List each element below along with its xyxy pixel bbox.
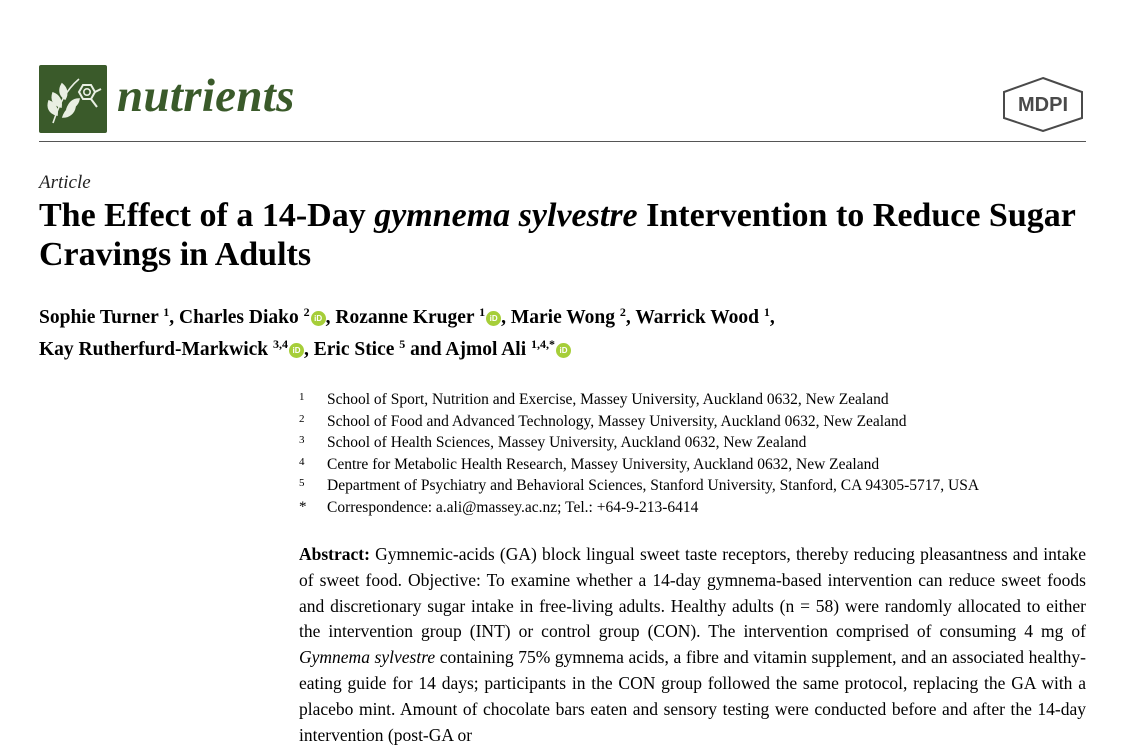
author-separator: ,: [769, 307, 775, 328]
affiliation-text: Correspondence: a.ali@massey.ac.nz; Tel.: +64-9-213-6414: [327, 498, 699, 516]
article-type: Article: [39, 172, 91, 193]
affiliation-item: [299, 454, 1079, 476]
article-title: [39, 196, 1089, 274]
abstract-text-1: Gymnemic-acids (GA) block lingual sweet taste receptors, thereby reducing pleasantness and intake of sweet food. Objective: To examine whether a 14-day gymnema-based intervention can reduce sweet foods and discretionary sugar intake in free-living adults. Healthy adults (n = 58) were randomly allocated to either the intervention group (INT) or control group (CON). The intervention comprised of consuming 4 mg of: [299, 544, 1086, 642]
author-affiliation-mark: 3,4: [272, 337, 288, 351]
title-part-1: The Effect of a 14-Day: [39, 197, 375, 234]
author-name: Ajmol Ali: [445, 339, 527, 360]
author-affiliation-mark: 1,4,*: [531, 337, 556, 351]
publisher-name: MDPI: [1018, 94, 1068, 116]
author-separator: ,: [625, 307, 636, 328]
author-separator: ,: [169, 307, 180, 328]
mdpi-logo-icon: [1000, 76, 1086, 132]
affiliation-text: Department of Psychiatry and Behavioral Sciences, Stanford University, Stanford, CA 94305-5717, USA: [327, 477, 980, 494]
abstract-italic-term: Gymnema sylvestre: [299, 647, 436, 668]
author-name: Marie Wong: [510, 307, 616, 328]
affiliation-mark: *: [299, 498, 307, 515]
orcid-icon[interactable]: iD: [311, 311, 326, 326]
abstract-text-2: containing 75% gymnema acids, a fibre and vitamin supplement, and an associated healthy-eating guide for 14 days; participants in the CON group followed the same protocol, replacing the GA with a placebo mint. Amount of chocolate bars eaten and sensory testing were conducted before and after the 14-day intervention (post-GA or: [299, 647, 1086, 745]
journal-logo-icon: [39, 65, 107, 133]
author-name: Rozanne Kruger: [335, 307, 475, 328]
author-separator: and: [405, 339, 446, 360]
author: [335, 307, 510, 328]
author-affiliation-mark: 5: [399, 337, 406, 351]
title-part-2: Intervention to Reduce Sugar Cravings in Adults: [39, 197, 1076, 273]
author-name: Eric Stice: [313, 339, 395, 360]
affiliation-list: [299, 389, 1079, 518]
author-name: Warrick Wood: [635, 307, 760, 328]
orcid-icon[interactable]: iD: [289, 343, 304, 358]
author: [39, 339, 314, 360]
affiliation-text: School of Food and Advanced Technology, Massey University, Auckland 0632, New Zealand: [327, 412, 907, 430]
author: [179, 307, 335, 328]
author-list: [39, 299, 1089, 363]
affiliation-text: School of Sport, Nutrition and Exercise, Massey University, Auckland 0632, New Zealand: [327, 391, 889, 408]
author: [635, 307, 774, 328]
affiliation-item: [299, 411, 1079, 433]
affiliation-mark: 1: [299, 391, 305, 403]
affiliation-mark: 4: [299, 455, 305, 468]
author-affiliation-mark: 1: [163, 305, 170, 319]
author: [445, 339, 571, 360]
affiliation-text: School of Health Sciences, Massey University, Auckland 0632, New Zealand: [327, 434, 807, 451]
affiliation-item: [299, 389, 1079, 411]
affiliation-text: Centre for Metabolic Health Research, Massey University, Auckland 0632, New Zealand: [327, 455, 880, 473]
header-divider: [39, 141, 1086, 142]
affiliation-item: [299, 432, 1079, 454]
affiliation-item: [299, 497, 1079, 519]
orcid-icon[interactable]: iD: [486, 311, 501, 326]
author-separator: ,: [501, 307, 511, 328]
author-affiliation-mark: 2: [619, 305, 626, 319]
author-affiliation-mark: 1: [479, 305, 486, 319]
author-separator: ,: [325, 307, 336, 328]
affiliation-mark: 3: [299, 434, 305, 446]
title-italic-part: gymnema sylvestre: [374, 197, 638, 234]
author-affiliation-mark: 2: [303, 305, 310, 319]
author-name: Charles Diako: [179, 307, 299, 328]
author-affiliation-mark: 1: [763, 305, 770, 319]
affiliation-mark: 2: [299, 412, 305, 425]
author-name: Sophie Turner: [39, 307, 159, 328]
journal-name: nutrients: [117, 70, 295, 122]
author: [511, 307, 635, 328]
author-separator: ,: [303, 339, 314, 360]
abstract: [299, 542, 1086, 748]
author: [39, 307, 179, 328]
abstract-label: Abstract:: [299, 544, 370, 564]
author-name: Kay Rutherfurd-Markwick: [39, 339, 269, 360]
affiliation-mark: 5: [299, 477, 305, 489]
affiliation-item: [299, 475, 1079, 497]
author: [314, 339, 446, 360]
orcid-icon[interactable]: iD: [556, 343, 571, 358]
